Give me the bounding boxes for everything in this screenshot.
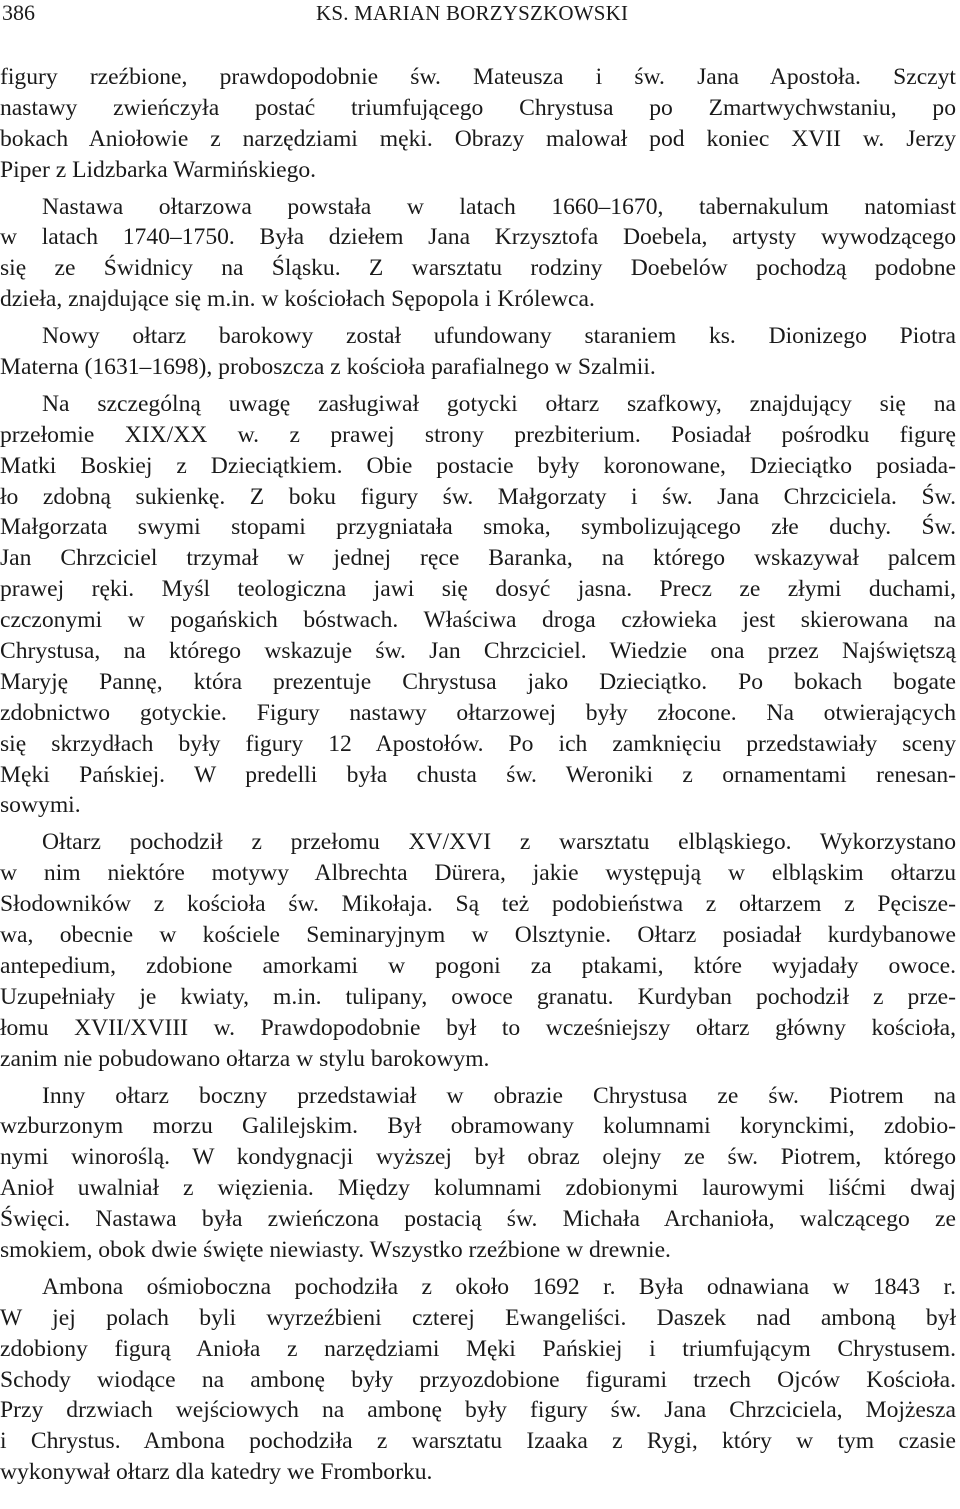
text-line: sowymi. bbox=[0, 792, 81, 819]
text-line: ło zdobną sukienkę. Z boku figury św. Małgorzaty i św. Jana Chrzciciela. Św. bbox=[0, 483, 956, 510]
text-line: czczonymi w pogańskich bóstwach. Właściwa droga człowieka jest skierowana na bbox=[0, 607, 956, 634]
text-line: Święci. Nastawa była zwieńczona postacią św. Michała Archanioła, walczącego ze bbox=[0, 1206, 956, 1233]
text-line: Nowy ołtarz barokowy został ufundowany staraniem ks. Dionizego Piotra bbox=[42, 323, 956, 350]
text-line: antepedium, zdobione amorkami w pogoni za ptakami, które wyjadały owoce. bbox=[0, 952, 956, 979]
text-line: i Chrystus. Ambona pochodziła z warsztatu Izaaka z Rygi, który w tym czasie bbox=[0, 1428, 956, 1455]
paragraph bbox=[0, 62, 956, 186]
text-line: Słodowników z kościoła św. Mikołaja. Są też podobieństwa z ołtarzem z Pęcisze- bbox=[0, 891, 956, 918]
text-line: bokach Aniołowie z narzędziami męki. Obrazy malował pod koniec XVII w. Jerzy bbox=[0, 125, 956, 152]
text-line: przełomie XIX/XX w. z prawej strony prezbiterium. Posiadał pośrodku figurę bbox=[0, 421, 956, 448]
text-line: W jej polach byli wyrzeźbieni czterej Ewangeliści. Daszek nad amboną był bbox=[0, 1304, 956, 1331]
text-line: łomu XVII/XVIII w. Prawdopodobnie był to wcześniejszy ołtarz główny kościoła, bbox=[0, 1014, 956, 1041]
text-line: Na szczególną uwagę zasługiwał gotycki ołtarz szafkowy, znajdujący się na bbox=[42, 390, 956, 417]
text-line: Schody wiodące na ambonę były przyozdobione figurami trzech Ojców Kościoła. bbox=[0, 1366, 956, 1393]
text-line: Inny ołtarz boczny przedstawiał w obrazie Chrystusa ze św. Piotrem na bbox=[42, 1082, 956, 1109]
text-line: Matki Boskiej z Dzieciątkiem. Obie postacie były koronowane, Dzieciątko posiada- bbox=[0, 452, 956, 479]
text-line: Nastawa ołtarzowa powstała w latach 1660–1670, tabernakulum natomiast bbox=[42, 193, 956, 220]
text-line: Piper z Lidzbarka Warmińskiego. bbox=[0, 156, 317, 183]
text-line: Przy drzwiach wejściowych na ambonę były figury św. Jana Chrzciciela, Mojżesza bbox=[0, 1397, 956, 1424]
paragraph bbox=[0, 321, 956, 383]
text-line: zdobnictwo gotyckie. Figury nastawy ołtarzowej były złocone. Na otwierających bbox=[0, 699, 956, 726]
running-head: KS. MARIAN BORZYSZKOWSKI bbox=[316, 1, 629, 25]
text-line: Jan Chrzciciel trzymał w jednej ręce Baranka, na którego wskazywał palcem bbox=[0, 545, 956, 572]
text-line: Męki Pańskiej. W predelli była chusta św. Weroniki z ornamentami renesan- bbox=[0, 761, 956, 788]
paragraph bbox=[0, 1272, 956, 1488]
text-line: prawej ręki. Myśl teologiczna jawi się dosyć jasna. Precz ze złymi duchami, bbox=[0, 576, 956, 603]
text-line: w latach 1740–1750. Była dziełem Jana Krzysztofa Doebela, artysty wywodzącego bbox=[0, 224, 956, 251]
text-line: Uzupełniały je kwiaty, m.in. tulipany, owoce granatu. Kurdyban pochodził z prze- bbox=[0, 983, 956, 1010]
text-line: wa, obecnie w kościele Seminaryjnym w Olsztynie. Ołtarz posiadał kurdybanowe bbox=[0, 922, 956, 949]
text-line: zanim nie pobudowano ołtarza w stylu barokowym. bbox=[0, 1045, 490, 1072]
text-line: wykonywał ołtarz dla katedry we Fromborku. bbox=[0, 1459, 433, 1486]
text-line: Materna (1631–1698), proboszcza z kościoła parafialnego w Szalmii. bbox=[0, 354, 656, 381]
text-line: Małgorzata swymi stopami przygniatała smoka, symbolizującego złe duchy. Św. bbox=[0, 514, 956, 541]
text-line: Ambona ośmioboczna pochodziła z około 1692 r. Była odnawiana w 1843 r. bbox=[42, 1273, 956, 1300]
page-header bbox=[0, 0, 960, 30]
paragraph bbox=[0, 389, 956, 821]
text-line: figury rzeźbione, prawdopodobnie św. Mateusza i św. Jana Apostoła. Szczyt bbox=[0, 64, 956, 90]
text-line: Maryję Pannę, która prezentuje Chrystusa jako Dzieciątko. Po bokach bogate bbox=[0, 668, 956, 695]
text-line: się skrzydłach były figury 12 Apostołów. Po ich zamknięciu przedstawiały sceny bbox=[0, 730, 956, 757]
text-line: Ołtarz pochodził z przełomu XV/XVI z warsztatu elbląskiego. Wykorzystano bbox=[42, 829, 956, 856]
paragraph bbox=[0, 827, 956, 1074]
text-line: nastawy zwieńczyła postać triumfującego Chrystusa po Zmartwychwstaniu, po bbox=[0, 94, 956, 121]
text-line: Anioł uwalniał z więzienia. Między kolumnami zdobionymi laurowymi liśćmi dwaj bbox=[0, 1175, 956, 1202]
paragraph bbox=[0, 1081, 956, 1266]
paragraph bbox=[0, 192, 956, 316]
text-line: wzburzonym morzu Galilejskim. Był obramowany kolumnami korynckimi, zdobio- bbox=[0, 1113, 956, 1140]
text-line: Chrystusa, na którego wskazuje św. Jan Chrzciciel. Wiedzie ona przez Najświętszą bbox=[0, 638, 956, 665]
text-line: dzieła, znajdujące się m.in. w kościołach Sępopola i Królewca. bbox=[0, 286, 595, 313]
text-line: się ze Świdnicy na Śląsku. Z warsztatu rodziny Doebelów pochodzą podobne bbox=[0, 255, 956, 282]
text-line: nymi winoroślą. W kondygnacji wyższej był obraz olejny ze św. Piotrem, którego bbox=[0, 1144, 956, 1171]
text-line: zdobiony figurą Anioła z narzędziami Męki Pańskiej i triumfującym Chrystusem. bbox=[0, 1335, 956, 1362]
body-text bbox=[0, 62, 956, 1494]
text-line: w nim niektóre motywy Albrechta Dürera, jakie występują w elbląskim ołtarzu bbox=[0, 860, 956, 887]
page-number: 386 bbox=[2, 0, 35, 25]
text-line: smokiem, obok dwie święte niewiasty. Wszystko rzeźbione w drewnie. bbox=[0, 1236, 671, 1263]
